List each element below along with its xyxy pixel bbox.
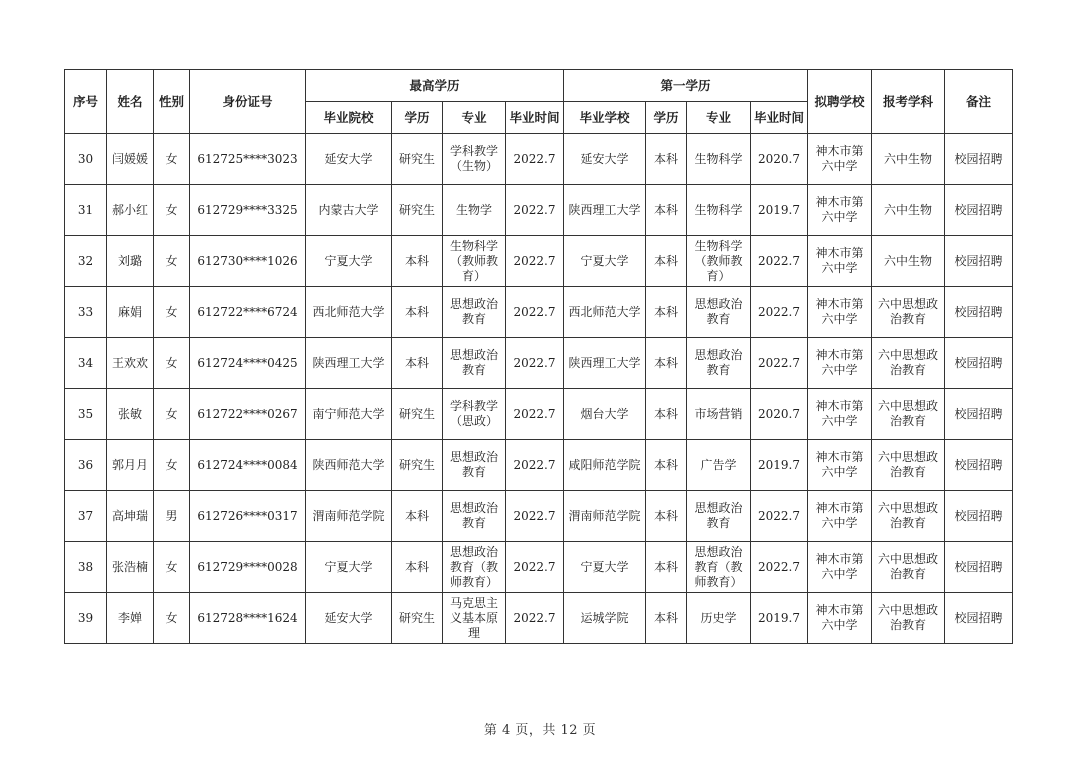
cell-gender: 女: [154, 440, 190, 491]
cell-first-major: 思想政治教育: [687, 338, 751, 389]
cell-first-grad-time: 2022.7: [751, 491, 808, 542]
header-name: 姓名: [107, 70, 154, 134]
cell-id: 612724****0425: [190, 338, 306, 389]
cell-first-grad-time: 2019.7: [751, 593, 808, 644]
cell-highest-major: 生物科学（教师教育）: [443, 236, 506, 287]
cell-remark: 校园招聘: [945, 134, 1013, 185]
cell-highest-degree: 本科: [392, 491, 443, 542]
cell-highest-grad-time: 2022.7: [506, 542, 564, 593]
cell-seq: 31: [65, 185, 107, 236]
header-employer: 拟聘学校: [808, 70, 872, 134]
cell-subject: 六中思想政治教育: [872, 338, 945, 389]
cell-remark: 校园招聘: [945, 542, 1013, 593]
cell-first-school: 渭南师范学院: [564, 491, 646, 542]
cell-employer: 神木市第六中学: [808, 236, 872, 287]
cell-first-degree: 本科: [646, 440, 687, 491]
cell-highest-grad-time: 2022.7: [506, 134, 564, 185]
table-row: [65, 542, 1013, 593]
cell-gender: 女: [154, 287, 190, 338]
page-number: 第 4 页，共 12 页: [483, 723, 597, 738]
cell-first-grad-time: 2019.7: [751, 440, 808, 491]
cell-gender: 女: [154, 185, 190, 236]
cell-employer: 神木市第六中学: [808, 440, 872, 491]
cell-highest-school: 宁夏大学: [306, 542, 392, 593]
cell-highest-school: 渭南师范学院: [306, 491, 392, 542]
cell-name: 郝小红: [107, 185, 154, 236]
cell-seq: 34: [65, 338, 107, 389]
cell-subject: 六中生物: [872, 185, 945, 236]
cell-highest-major: 思想政治教育: [443, 287, 506, 338]
cell-name: 麻娟: [107, 287, 154, 338]
table-row: [65, 236, 1013, 287]
cell-first-school: 运城学院: [564, 593, 646, 644]
cell-highest-major: 思想政治教育: [443, 491, 506, 542]
header-highest-education: 最高学历: [306, 70, 564, 102]
cell-highest-major: 思想政治教育: [443, 338, 506, 389]
cell-highest-degree: 研究生: [392, 593, 443, 644]
cell-employer: 神木市第六中学: [808, 389, 872, 440]
header-highest-school: 毕业院校: [306, 102, 392, 134]
cell-employer: 神木市第六中学: [808, 134, 872, 185]
cell-highest-school: 延安大学: [306, 134, 392, 185]
cell-seq: 36: [65, 440, 107, 491]
cell-highest-grad-time: 2022.7: [506, 287, 564, 338]
cell-seq: 37: [65, 491, 107, 542]
cell-subject: 六中思想政治教育: [872, 542, 945, 593]
recruitment-table: [64, 69, 1013, 644]
header-highest-major: 专业: [443, 102, 506, 134]
cell-seq: 35: [65, 389, 107, 440]
cell-id: 612726****0317: [190, 491, 306, 542]
cell-gender: 男: [154, 491, 190, 542]
cell-highest-degree: 研究生: [392, 389, 443, 440]
cell-gender: 女: [154, 389, 190, 440]
table-row: [65, 440, 1013, 491]
cell-highest-major: 学科教学（生物）: [443, 134, 506, 185]
header-first-major: 专业: [687, 102, 751, 134]
cell-first-major: 思想政治教育: [687, 491, 751, 542]
cell-employer: 神木市第六中学: [808, 338, 872, 389]
cell-seq: 38: [65, 542, 107, 593]
cell-employer: 神木市第六中学: [808, 593, 872, 644]
cell-gender: 女: [154, 338, 190, 389]
cell-highest-school: 西北师范大学: [306, 287, 392, 338]
cell-id: 612729****0028: [190, 542, 306, 593]
header-first-school: 毕业学校: [564, 102, 646, 134]
header-highest-grad-time: 毕业时间: [506, 102, 564, 134]
cell-gender: 女: [154, 542, 190, 593]
cell-remark: 校园招聘: [945, 593, 1013, 644]
cell-first-degree: 本科: [646, 185, 687, 236]
cell-subject: 六中思想政治教育: [872, 593, 945, 644]
cell-highest-grad-time: 2022.7: [506, 491, 564, 542]
cell-first-degree: 本科: [646, 542, 687, 593]
cell-subject: 六中思想政治教育: [872, 440, 945, 491]
cell-seq: 30: [65, 134, 107, 185]
cell-employer: 神木市第六中学: [808, 491, 872, 542]
cell-subject: 六中生物: [872, 236, 945, 287]
cell-first-major: 生物科学: [687, 185, 751, 236]
table-row: [65, 287, 1013, 338]
header-id: 身份证号: [190, 70, 306, 134]
cell-gender: 女: [154, 593, 190, 644]
cell-id: 612724****0084: [190, 440, 306, 491]
cell-name: 郭月月: [107, 440, 154, 491]
cell-id: 612725****3023: [190, 134, 306, 185]
cell-highest-grad-time: 2022.7: [506, 185, 564, 236]
cell-first-degree: 本科: [646, 338, 687, 389]
table-row: [65, 185, 1013, 236]
cell-highest-grad-time: 2022.7: [506, 440, 564, 491]
table-row: [65, 338, 1013, 389]
cell-highest-degree: 研究生: [392, 185, 443, 236]
header-first-degree: 学历: [646, 102, 687, 134]
cell-first-school: 西北师范大学: [564, 287, 646, 338]
cell-highest-major: 思想政治教育（教师教育）: [443, 542, 506, 593]
cell-first-grad-time: 2019.7: [751, 185, 808, 236]
cell-highest-degree: 本科: [392, 236, 443, 287]
cell-highest-major: 生物学: [443, 185, 506, 236]
cell-first-degree: 本科: [646, 389, 687, 440]
cell-subject: 六中思想政治教育: [872, 389, 945, 440]
cell-first-grad-time: 2022.7: [751, 287, 808, 338]
cell-first-major: 思想政治教育: [687, 287, 751, 338]
cell-highest-school: 陕西师范大学: [306, 440, 392, 491]
cell-name: 张浩楠: [107, 542, 154, 593]
table-row: [65, 593, 1013, 644]
cell-gender: 女: [154, 134, 190, 185]
cell-first-grad-time: 2020.7: [751, 389, 808, 440]
cell-first-school: 陕西理工大学: [564, 338, 646, 389]
cell-first-school: 咸阳师范学院: [564, 440, 646, 491]
cell-highest-grad-time: 2022.7: [506, 338, 564, 389]
header-first-education: 第一学历: [564, 70, 808, 102]
table-row: [65, 134, 1013, 185]
cell-highest-grad-time: 2022.7: [506, 389, 564, 440]
cell-employer: 神木市第六中学: [808, 185, 872, 236]
cell-first-school: 烟台大学: [564, 389, 646, 440]
cell-remark: 校园招聘: [945, 338, 1013, 389]
cell-first-school: 延安大学: [564, 134, 646, 185]
cell-first-grad-time: 2022.7: [751, 236, 808, 287]
cell-first-major: 思想政治教育（教师教育）: [687, 542, 751, 593]
cell-subject: 六中思想政治教育: [872, 491, 945, 542]
cell-employer: 神木市第六中学: [808, 287, 872, 338]
cell-name: 张敏: [107, 389, 154, 440]
cell-first-major: 历史学: [687, 593, 751, 644]
cell-highest-school: 宁夏大学: [306, 236, 392, 287]
cell-highest-degree: 本科: [392, 542, 443, 593]
cell-first-school: 陕西理工大学: [564, 185, 646, 236]
cell-id: 612728****1624: [190, 593, 306, 644]
cell-highest-school: 南宁师范大学: [306, 389, 392, 440]
cell-first-degree: 本科: [646, 593, 687, 644]
header-seq: 序号: [65, 70, 107, 134]
cell-first-major: 生物科学（教师教育）: [687, 236, 751, 287]
cell-subject: 六中思想政治教育: [872, 287, 945, 338]
cell-name: 王欢欢: [107, 338, 154, 389]
cell-highest-degree: 研究生: [392, 134, 443, 185]
header-first-grad-time: 毕业时间: [751, 102, 808, 134]
cell-subject: 六中生物: [872, 134, 945, 185]
cell-highest-major: 马克思主义基本原理: [443, 593, 506, 644]
cell-id: 612729****3325: [190, 185, 306, 236]
cell-employer: 神木市第六中学: [808, 542, 872, 593]
header-highest-degree: 学历: [392, 102, 443, 134]
cell-highest-degree: 本科: [392, 338, 443, 389]
table-row: [65, 491, 1013, 542]
cell-first-grad-time: 2022.7: [751, 338, 808, 389]
cell-highest-major: 思想政治教育: [443, 440, 506, 491]
cell-first-degree: 本科: [646, 491, 687, 542]
table-row: [65, 389, 1013, 440]
cell-seq: 32: [65, 236, 107, 287]
header-gender: 性别: [154, 70, 190, 134]
cell-remark: 校园招聘: [945, 440, 1013, 491]
recruitment-table-container: [64, 69, 1012, 644]
cell-first-degree: 本科: [646, 287, 687, 338]
cell-highest-school: 延安大学: [306, 593, 392, 644]
cell-seq: 39: [65, 593, 107, 644]
cell-first-major: 生物科学: [687, 134, 751, 185]
cell-highest-grad-time: 2022.7: [506, 236, 564, 287]
cell-first-degree: 本科: [646, 236, 687, 287]
cell-first-major: 广告学: [687, 440, 751, 491]
cell-first-major: 市场营销: [687, 389, 751, 440]
cell-first-degree: 本科: [646, 134, 687, 185]
cell-highest-degree: 研究生: [392, 440, 443, 491]
cell-name: 高坤瑞: [107, 491, 154, 542]
header-remark: 备注: [945, 70, 1013, 134]
cell-highest-grad-time: 2022.7: [506, 593, 564, 644]
cell-name: 闫媛媛: [107, 134, 154, 185]
cell-name: 刘璐: [107, 236, 154, 287]
cell-remark: 校园招聘: [945, 491, 1013, 542]
cell-first-grad-time: 2020.7: [751, 134, 808, 185]
cell-id: 612722****0267: [190, 389, 306, 440]
cell-first-grad-time: 2022.7: [751, 542, 808, 593]
cell-first-school: 宁夏大学: [564, 236, 646, 287]
cell-remark: 校园招聘: [945, 287, 1013, 338]
cell-remark: 校园招聘: [945, 185, 1013, 236]
cell-remark: 校园招聘: [945, 236, 1013, 287]
cell-highest-school: 内蒙古大学: [306, 185, 392, 236]
cell-highest-degree: 本科: [392, 287, 443, 338]
cell-seq: 33: [65, 287, 107, 338]
cell-name: 李婵: [107, 593, 154, 644]
cell-id: 612722****6724: [190, 287, 306, 338]
header-subject: 报考学科: [872, 70, 945, 134]
cell-gender: 女: [154, 236, 190, 287]
cell-remark: 校园招聘: [945, 389, 1013, 440]
cell-id: 612730****1026: [190, 236, 306, 287]
cell-first-school: 宁夏大学: [564, 542, 646, 593]
cell-highest-major: 学科教学（思政）: [443, 389, 506, 440]
cell-highest-school: 陕西理工大学: [306, 338, 392, 389]
